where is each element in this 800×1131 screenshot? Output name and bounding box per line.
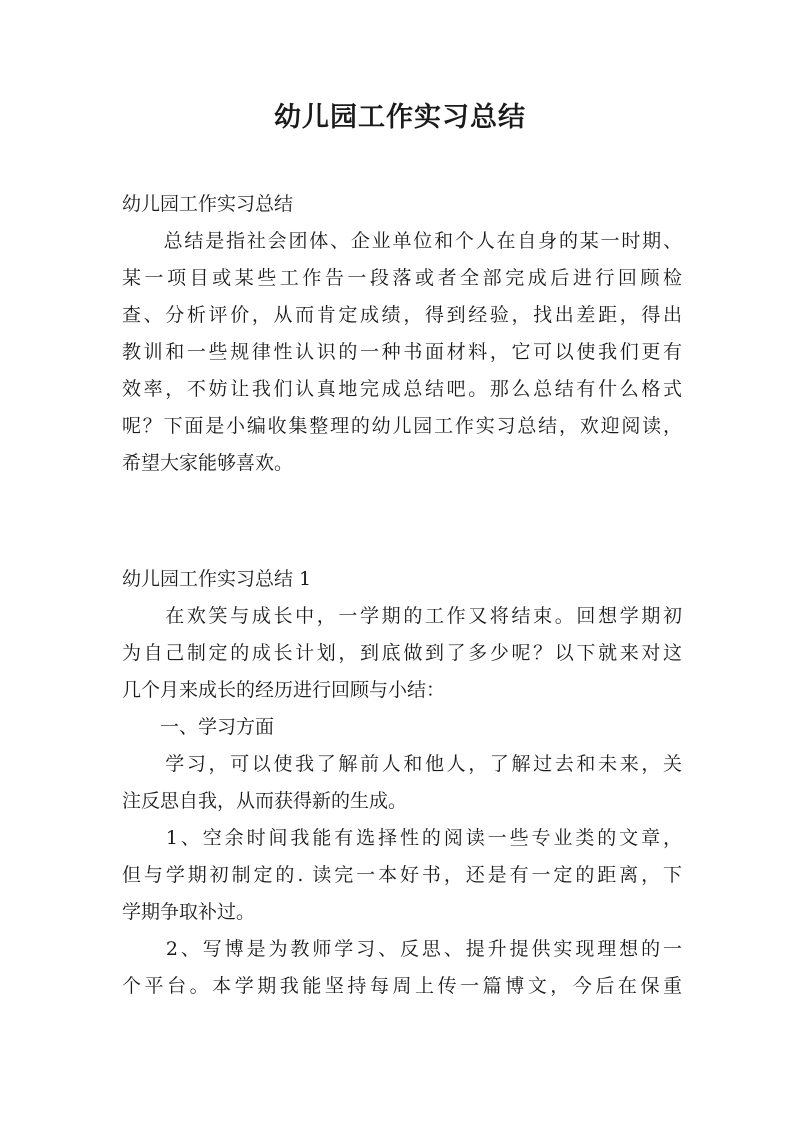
paragraph-line: 2、写博是为教师学习、反思、提升提供实现理想的一: [122, 938, 682, 960]
paragraph-line: 教训和一些规律性认识的一种书面材料，它可以使我们更有: [122, 341, 682, 363]
paragraph-line: 呢？下面是小编收集整理的幼儿园工作实习总结，欢迎阅读，: [122, 415, 682, 437]
paragraph-line: 注反思自我，从而获得新的生成。: [122, 790, 408, 812]
paragraph-line: 希望大家能够喜欢。: [122, 452, 294, 474]
document-title: 幼儿园工作实习总结: [274, 102, 526, 133]
intro-section: [122, 186, 682, 482]
paragraph-line: 学习，可以使我了解前人和他人，了解过去和未来，关: [122, 753, 682, 775]
paragraph-line: 为自己制定的成长计划，到底做到了多少呢？以下就来对这: [122, 642, 682, 664]
subheading-line: 一、学习方面: [122, 716, 275, 738]
paragraph-line: 学期争取补过。: [122, 901, 256, 923]
section-1: [122, 561, 682, 1005]
paragraph-line: 几个月来成长的经历进行回顾与小结：: [122, 679, 446, 701]
intro-heading: 幼儿园工作实习总结: [122, 193, 294, 215]
paragraph-line: 查、分析评价，从而肯定成绩，得到经验，找出差距，得出: [122, 304, 682, 326]
paragraph-line: 但与学期初制定的. 读完一本好书，还是有一定的距离，下: [122, 864, 682, 886]
paragraph-line: 个平台。本学期我能坚持每周上传一篇博文，今后在保重: [122, 975, 682, 997]
paragraph-line: 总结是指社会团体、企业单位和个人在自身的某一时期、: [122, 230, 682, 252]
paragraph-line: 在欢笑与成长中，一学期的工作又将结束。回想学期初: [122, 605, 682, 627]
paragraph-line: 某一项目或某些工作告一段落或者全部完成后进行回顾检: [122, 267, 682, 289]
paragraph-line: 1、空余时间我能有选择性的阅读一些专业类的文章，: [122, 827, 682, 849]
paragraph-line: 效率，不妨让我们认真地完成总结吧。那么总结有什么格式: [122, 378, 682, 400]
section-heading: 幼儿园工作实习总结 1: [122, 568, 312, 590]
